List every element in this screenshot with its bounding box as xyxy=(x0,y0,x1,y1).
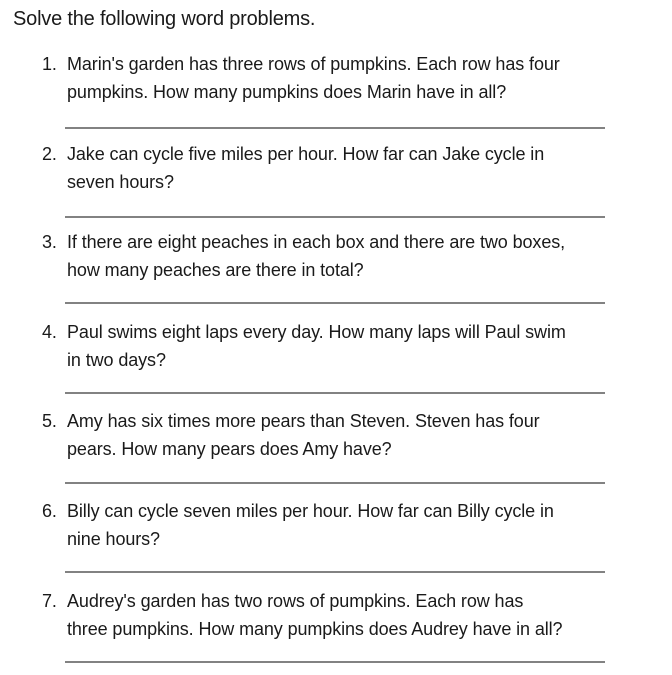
problem-number: 7. xyxy=(42,591,57,611)
problem-text-line: seven hours? xyxy=(67,172,174,192)
problem-text-line: Amy has six times more pears than Steven. Steven has four xyxy=(67,411,540,431)
problem-1 xyxy=(42,50,610,106)
problem-4 xyxy=(42,318,610,374)
page-title: Solve the following word problems. xyxy=(13,8,316,30)
answer-line-6 xyxy=(65,571,605,573)
answer-line-1 xyxy=(65,127,605,129)
problem-number: 5. xyxy=(42,411,57,431)
problem-text-line: Billy can cycle seven miles per hour. How far can Billy cycle in xyxy=(67,501,554,521)
problem-text-line: Paul swims eight laps every day. How many laps will Paul swim xyxy=(67,322,566,342)
problem-text xyxy=(67,318,610,374)
problem-number: 6. xyxy=(42,501,57,521)
problem-7 xyxy=(42,587,610,643)
problem-number: 2. xyxy=(42,144,57,164)
problem-text-line: Marin's garden has three rows of pumpkins. Each row has four xyxy=(67,54,560,74)
problem-5 xyxy=(42,407,610,463)
problem-number: 1. xyxy=(42,54,57,74)
problem-text-line: Audrey's garden has two rows of pumpkins. Each row has xyxy=(67,591,524,611)
problem-text xyxy=(67,140,610,196)
problem-text xyxy=(67,407,610,463)
problem-number: 4. xyxy=(42,322,57,342)
problem-number: 3. xyxy=(42,232,57,252)
problem-2 xyxy=(42,140,610,196)
problem-text-line: three pumpkins. How many pumpkins does Audrey have in all? xyxy=(67,619,563,639)
answer-line-2 xyxy=(65,216,605,218)
problem-text-line: nine hours? xyxy=(67,529,160,549)
answer-line-7 xyxy=(65,661,605,663)
answer-line-3 xyxy=(65,302,605,304)
problem-3 xyxy=(42,228,610,284)
problem-6 xyxy=(42,497,610,553)
answer-line-4 xyxy=(65,392,605,394)
problem-text xyxy=(67,228,610,284)
problem-text-line: how many peaches are there in total? xyxy=(67,260,364,280)
problem-text xyxy=(67,497,610,553)
problem-text xyxy=(67,587,610,643)
problem-text-line: Jake can cycle five miles per hour. How far can Jake cycle in xyxy=(67,144,545,164)
problem-text-line: pears. How many pears does Amy have? xyxy=(67,439,392,459)
problem-text xyxy=(67,50,610,106)
problem-text-line: If there are eight peaches in each box and there are two boxes, xyxy=(67,232,566,252)
problem-text-line: in two days? xyxy=(67,350,166,370)
problem-text-line: pumpkins. How many pumpkins does Marin have in all? xyxy=(67,82,507,102)
answer-line-5 xyxy=(65,482,605,484)
